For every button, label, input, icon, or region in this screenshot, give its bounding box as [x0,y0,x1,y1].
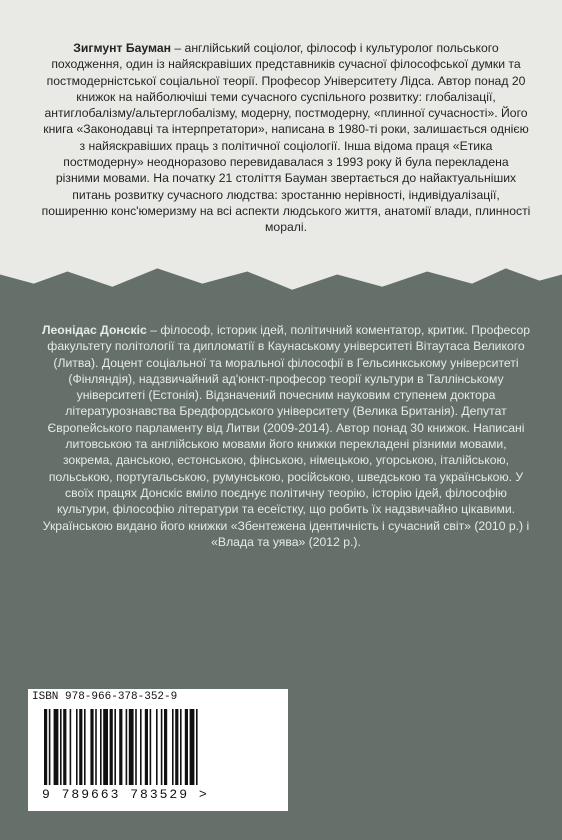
barcode-bar [140,709,142,785]
barcode-bar [90,709,93,785]
barcode-bar [164,709,167,785]
barcode-bar [150,709,152,785]
barcode-bar [180,709,182,785]
barcode-bar [161,709,163,785]
isbn-label: ISBN 978-966-378-352-9 [28,689,288,705]
barcode-bar [60,709,62,785]
barcode-bar [156,709,158,785]
barcode-bar [100,709,102,785]
barcode-bar [196,709,198,785]
barcode-bar [44,709,47,785]
barcode-bar [185,709,188,785]
barcode-bar [114,709,116,785]
barcode-bar [119,709,122,785]
barcode-bar [175,709,178,785]
donskis-author-name: Леонідас Донскіс [41,323,147,337]
barcode-bar [135,709,137,785]
barcode-bar [63,709,66,785]
barcode-bar [79,709,82,785]
barcode-bar [49,709,51,785]
bauman-bio-text: – англійський соціолог, філософ і культуролог польського походження, один із найяскравіших представників сучасної філософської думки та постмодерністської соціальної теорії. Професор Університету Лідса. Автор понад 20 книжок на найболючіші теми сучасного суспільного розвитку: глобалізації, антиглобалізму/альтерглобалізму, модерну, постмодерну, «плинної сучасності». Його книга «Законодавці та інтерпретатори», написана в 1980-ті роки, залишається однією з найяскравіших праць з політичної соціології. Інша відома праця «Етика постмодерну» неодноразово перевидавалася з 1993 року й була перекладена різними мовами. На початку 21 століття Бауман звертається до найактуальніших питань розвитку сучасного людства: зростанню нерівності, індивідуалізації, поширенню конс'юмеризму на всі аспекти людського життя, анатомії влади, плинності моралі. [41,41,531,235]
bauman-author-name: Зигмунт Бауман [73,41,171,55]
barcode-panel [28,703,288,811]
barcode-bar [145,709,148,785]
barcode-bar [110,709,113,785]
barcode-digits: 9 789663 783529 > [42,787,209,802]
bauman-bio [40,40,532,236]
barcode-bar [126,709,128,785]
barcode-bar [70,709,72,785]
barcode-bar [76,709,78,785]
barcode-bar [84,709,86,785]
donskis-bio-text: – філософ, історик ідей, політичний коментатор, критик. Професор факультету політології та дипломатії в Каунаському університеті Вітаутаса Великого (Литва). Доцент соціальної та моральної філософії в Гельсинкському університеті (Фінляндія), надзвичайний ад'юнкт-професор теорії культури в Таллінському університеті (Естонія). Відзначений почесним науковим ступенем доктора літературознавства Бредфордського університету (Велика Британія). Депутат Європейського парламенту від Литви (2009-2014). Автор понад 30 книжок. Написані литовською та англійською мовами його книжки перекладені різними мовами, зокрема, данською, естонською, фінською, німецькою, угорською, італійською, польською, португальською, румунською, російською, шведською та українською. У своїх працях Донскіс вміло поєднує політичну теорію, історію ідей, філософію культури, філософію літератури та есеїстку, що робить їх надзвичайно цікавими. Українською видано його книжки «Збентежена ідентичність і сучасний світ» (2010 р.) і «Влада та уява» (2012 р.). [42,323,531,549]
barcode-bar [129,709,134,785]
barcode-bar [103,709,108,785]
barcode-bar [95,709,97,785]
barcode-icon [42,709,274,785]
barcode-bar [54,709,59,785]
barcode-bar [172,709,174,785]
donskis-bio [40,322,532,550]
barcode-bar [190,709,195,785]
